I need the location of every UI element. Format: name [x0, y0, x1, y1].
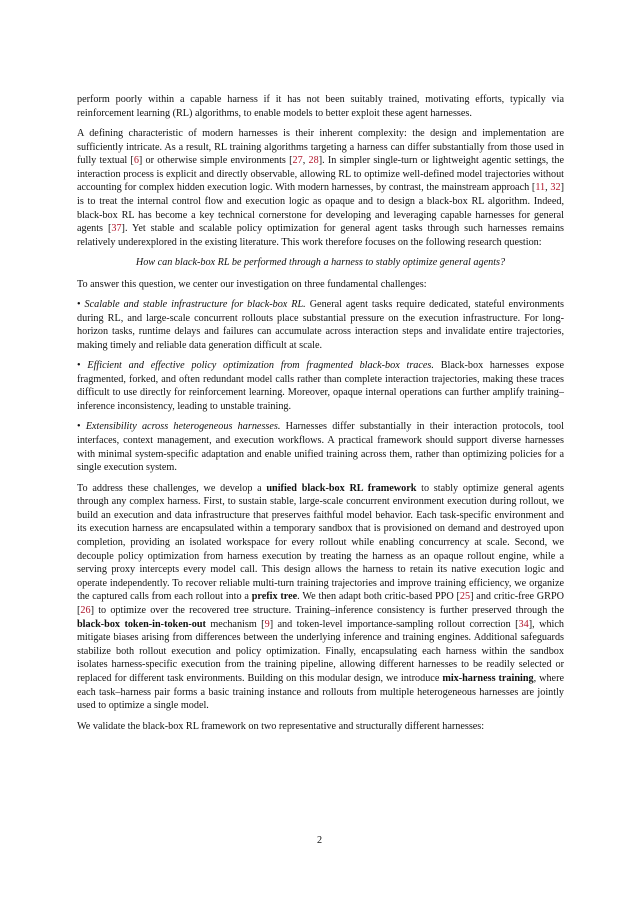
text-run: To address these challenges, we develop a	[77, 482, 267, 494]
bullet-title: Scalable and stable infrastructure for black-box RL.	[84, 299, 306, 311]
citation-link[interactable]: 26	[80, 604, 91, 616]
paragraph-5: We validate the black-box RL framework on two representative and structurally different harnesses:	[77, 720, 485, 732]
bullet-body: General agent tasks require dedicated, stateful environments during RL, and large-scale concurrent rollouts place substantial pressure on the execution infrastructure. For long-horizon tasks, runtime delays and failures can accumulate across interaction steps and invalidate entire trajectories, making timely and reliable data generation difficult at scale.	[77, 299, 565, 351]
text-run: , where each task–harness pair forms a basic training instance and rollouts from multiple heterogeneous harnesses are jointly used to optimize a single model.	[77, 672, 564, 712]
research-question: How can black-box RL be performed through a harness to stably optimize general agents?	[135, 257, 506, 269]
paper-body	[77, 93, 564, 740]
text-run: ] is to treat the internal control flow and execution logic as opaque and to design a black-box RL algorithm. Indeed, black-box RL has become a key technical cornerstone for developing and leveraging capable harnesses for general agents [	[77, 182, 564, 235]
citation-link[interactable]: 34	[518, 618, 529, 630]
bold-term: mix-harness training	[442, 672, 534, 684]
bullet-body: Black-box harnesses expose fragmented, forked, and often redundant model calls rather than complete interaction trajectories, making these traces difficult to use directly for reinforcement learning. Moreover, opaque internal operations can further amplify training–inference inconsistency, leading to unstable training.	[77, 360, 565, 413]
text-run: . We then adapt both critic-based PPO [	[297, 591, 460, 603]
bold-term: unified black-box RL framework	[266, 482, 417, 494]
page-number: 2	[316, 835, 323, 846]
text-run: ] and critic-free GRPO [	[77, 591, 564, 616]
bullet-title: Efficient and effective policy optimization from fragmented black-box traces.	[87, 360, 434, 372]
text-run: ] to optimize over the recovered tree structure. Training–inference consistency is further preserved through the	[90, 604, 564, 616]
citation-link[interactable]: 25	[459, 591, 471, 603]
text-run: ,	[545, 182, 551, 194]
text-run: ,	[302, 155, 309, 167]
citation-link[interactable]: 9	[264, 618, 270, 630]
text-run: to stably optimize general agents through any complex harness. First, to sustain stable, large-scale concurrent environment execution during rollout, we build an execution and data infrastructure that preserves faithful model behavior. Each task-specific environment and its execution harness are encapsulated within a temporary sandbox that is provisioned on demand and destroyed upon completion, providing an isolated workspace for every rollout while enabling concurrency at scale. Second, we decouple policy optimization from harness execution by treating the harness as an opaque rollout engine, while a serving proxy intercepts every model call. This design allows the harness to retain its native execution logic and operate independently. To recover reliable multi-turn training trajectories and improve training efficiency, we organize the captured calls from each rollout into a	[77, 482, 564, 603]
challenge-bullet-1	[77, 298, 564, 352]
bullet-marker: •	[77, 299, 81, 311]
citation-link[interactable]: 37	[111, 223, 122, 235]
text-run: A defining characteristic of modern harnesses is their inherent complexity: the design and implementation are sufficiently intricate. As a result, RL training algorithms targeting a harness can differ substantially from those used in fully textual [	[77, 127, 564, 167]
text-run: mechanism [	[205, 618, 265, 630]
bullet-marker: •	[77, 360, 81, 372]
text-run: ]. Yet stable and scalable policy optimization for general agent tasks through such harnesses remains relatively underexplored in the existing literature. This work therefore focuses on the following research question:	[77, 223, 564, 248]
paragraph-4	[77, 482, 564, 713]
text-run: ]. In simpler single-turn or lightweight agentic settings, the interaction process is explicit and directly observable, allowing RL to optimize well-defined model trajectories without accounting for complex hidden execution logic. With modern harnesses, by contrast, the mainstream approach [	[77, 155, 565, 194]
bullet-marker: •	[77, 421, 81, 433]
bold-term: prefix tree	[251, 591, 298, 603]
bold-term: black-box token-in-token-out	[77, 618, 206, 630]
citation-link[interactable]: 11	[535, 182, 546, 194]
bullet-title: Extensibility across heterogeneous harnesses.	[85, 421, 281, 433]
text-run: ] and token-level importance-sampling rollout correction [	[269, 618, 519, 630]
paragraph-3: To answer this question, we center our investigation on three fundamental challenges:	[77, 278, 427, 290]
paragraph-2	[77, 127, 564, 249]
bullet-body: Harnesses differ substantially in their interaction protocols, tool interfaces, context management, and execution workflows. A practical framework should support diverse harnesses with minimal system-specific adaptation and enable unified training across them, rather than optimizing policies for a single execution system.	[77, 421, 564, 474]
citation-link[interactable]: 27	[292, 155, 303, 167]
text-run: ], which mitigate biases arising from differences between the underlying inference and training engines. Additional safeguards stabilize both rollout execution and policy optimization. Finally, encapsulating each harness within the sandbox isolates harness-specific execution from the training pipeline, allowing different harnesses to be readily selected or replaced for different task environments. Building on this modular design, we introduce	[77, 618, 564, 684]
citation-link[interactable]: 6	[133, 155, 139, 167]
challenge-bullet-2	[77, 359, 564, 413]
challenge-bullet-3	[77, 420, 564, 474]
citation-link[interactable]: 32	[550, 182, 561, 194]
text-run: ] or otherwise simple environments [	[138, 155, 293, 167]
paragraph-1: perform poorly within a capable harness if it has not been suitably trained, motivating efforts, typically via reinforcement learning (RL) algorithms, to enable models to better exploit these agent harnesses.	[77, 94, 564, 119]
citation-link[interactable]: 28	[308, 155, 319, 167]
